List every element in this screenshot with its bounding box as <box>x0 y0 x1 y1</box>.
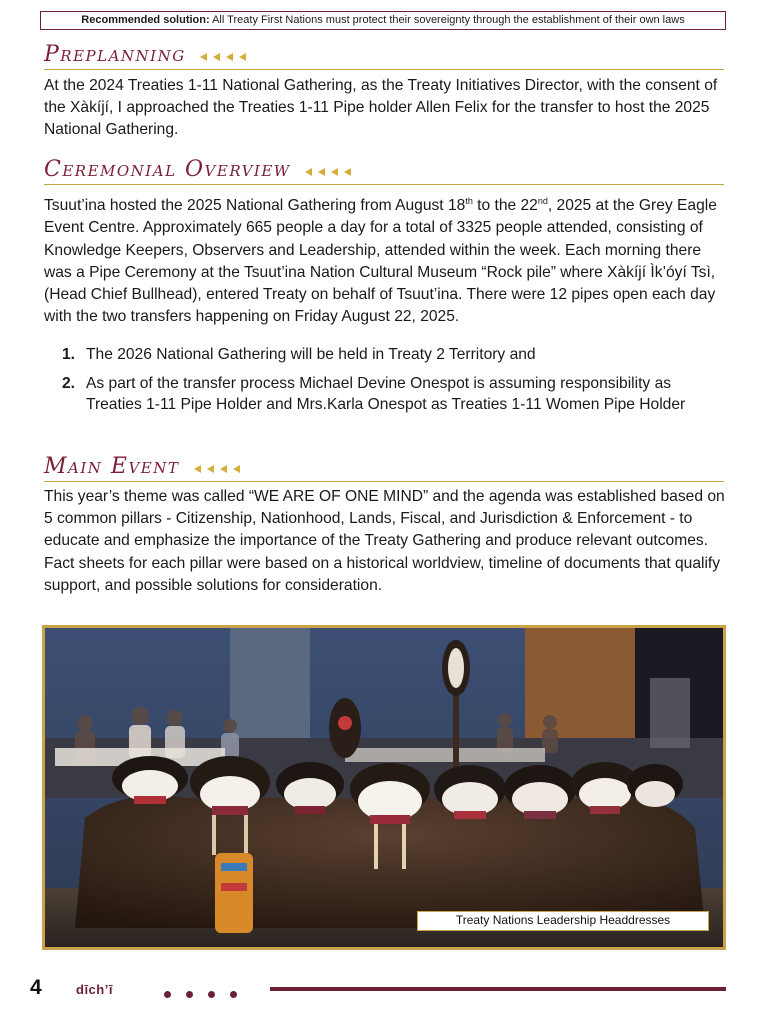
list-item-text: The 2026 National Gathering will be held in Treaty 2 Territory and <box>86 346 536 363</box>
ceremonial-paragraph <box>44 190 728 328</box>
main-event-paragraph: This year’s theme was called “WE ARE OF ONE MIND” and the agenda was established based on 5 common pillars - Citizenship, Nationhood, Lands, Fiscal, and Jurisdiction & Enforcement - to educate and emphasize the importance of the Treaty Gathering and produce relevant outcomes. Fact sheets for each pillar were based on a historical worldview, timeline of documents that qualify support, and possible solutions for consideration. <box>44 488 725 594</box>
preplanning-paragraph: At the 2024 Treaties 1-11 National Gathering, as the Treaty Initiatives Director, with the consent of the Xàkíjí, I approached the Treaties 1-11 Pipe holder Allen Felix for the transfer to host the 2025 National Gathering. <box>44 77 718 139</box>
banner-label: Recommended solution: <box>81 14 210 26</box>
ceremonial-heading <box>44 157 724 185</box>
ceremonial-list <box>62 344 728 423</box>
arrows-icon <box>200 48 252 66</box>
list-item <box>62 373 728 416</box>
recommended-solution-banner <box>40 11 726 30</box>
ceremonial-text-b: to the 22 <box>472 197 538 215</box>
footer-rule <box>270 987 726 991</box>
ceremonial-text-a: Tsuut’ina hosted the 2025 National Gathering from August 18 <box>44 197 466 215</box>
main-event-heading <box>44 454 724 482</box>
ceremonial-title: Ceremonial Overview <box>44 157 291 182</box>
list-item <box>62 344 728 366</box>
list-item-text: As part of the transfer process Michael Devine Onespot is assuming responsibility as Treaties 1-11 Pipe Holder and Mrs.Karla Onespot as Treaties 1-11 Women Pipe Holder <box>86 374 686 413</box>
photo-illustration <box>45 628 723 947</box>
main-event-title: Main Event <box>44 454 180 479</box>
ceremonial-text-c: , 2025 at the Grey Eagle Event Centre. Approximately 665 people a day for a total of 3325 people attended, consisting of Knowledge Keepers, Observers and Leadership, attended within the week. Each morning there was a Pipe Ceremony at the Tsuut’ina Nation Cultural Museum “Rock pile” where Xàkíjí Ìk’óyí Tsì, (Head Chief Bullhead), entered Treaty on behalf of Tsuut’ina. There were 12 pipes open each day with the two transfers happening on Friday August 22, 2025. <box>44 197 717 326</box>
footer-dots <box>164 985 252 1003</box>
banner-text: All Treaty First Nations must protect their sovereignty through the establishment of their own laws <box>212 14 685 26</box>
list-item-number: 2. <box>62 374 76 392</box>
list-item-number: 1. <box>62 346 76 363</box>
preplanning-heading <box>44 42 724 70</box>
headdresses-photo <box>42 625 726 950</box>
ceremonial-sup-b: nd <box>537 196 548 206</box>
publication-title: dīch’ī <box>76 982 113 997</box>
arrows-icon <box>305 163 357 181</box>
page-number: 4 <box>30 976 42 999</box>
arrows-icon <box>194 460 246 478</box>
ceremonial-sup-a: th <box>465 196 473 206</box>
preplanning-title: Preplanning <box>44 42 186 67</box>
photo-caption: Treaty Nations Leadership Headdresses <box>417 911 709 931</box>
